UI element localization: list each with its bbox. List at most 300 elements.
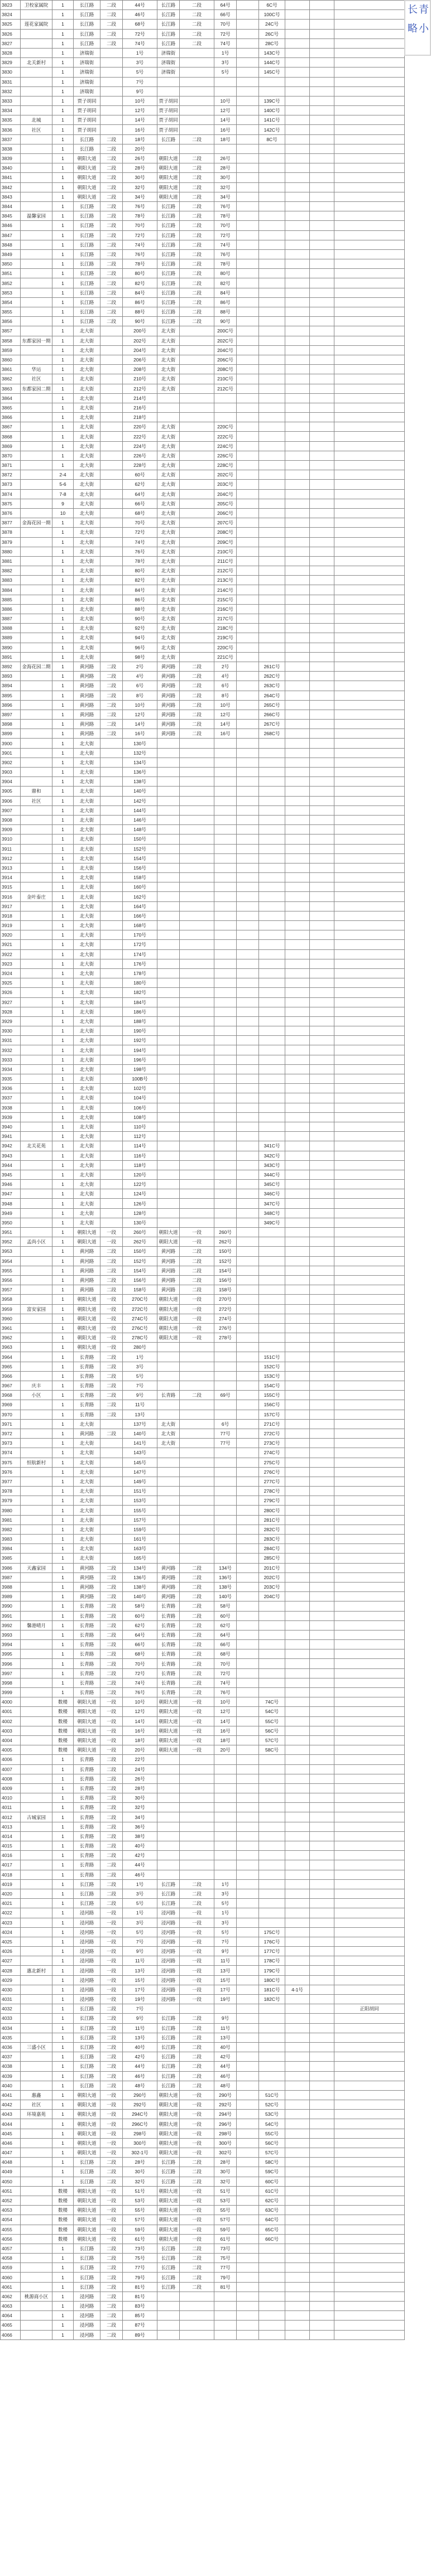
table-cell xyxy=(259,959,285,968)
table-cell: 1 xyxy=(52,547,74,556)
table-cell xyxy=(157,1103,180,1112)
row-number-cell: 4032 xyxy=(1,2004,21,2014)
table-cell xyxy=(100,432,123,441)
table-cell: 1 xyxy=(52,20,74,29)
table-cell: 10号 xyxy=(123,700,157,710)
row-number-cell: 3893 xyxy=(1,672,21,681)
table-cell: 1 xyxy=(52,1323,74,1333)
table-cell: 278号 xyxy=(214,1333,237,1343)
table-cell xyxy=(237,1467,259,1477)
table-cell: 长青路 xyxy=(74,1649,100,1659)
community-cell xyxy=(21,182,52,192)
table-cell xyxy=(285,978,310,988)
table-row xyxy=(1,192,405,201)
row-number-cell: 3907 xyxy=(1,805,21,815)
row-number-cell: 4014 xyxy=(1,1831,21,1841)
community-cell: 环境嘉苑 xyxy=(21,2110,52,2119)
table-cell xyxy=(180,144,214,153)
community-cell xyxy=(21,2254,52,2263)
table-cell: 二段 xyxy=(180,211,214,221)
table-cell xyxy=(285,403,310,412)
table-cell: 134号 xyxy=(123,758,157,767)
row-number-cell: 3898 xyxy=(1,720,21,729)
table-cell xyxy=(310,997,334,1007)
row-number-cell: 3979 xyxy=(1,1496,21,1506)
table-cell: 数楼 xyxy=(52,1745,74,1755)
table-cell xyxy=(100,77,123,86)
table-cell: 1 xyxy=(52,1793,74,1803)
table-cell: 一段 xyxy=(180,1726,214,1735)
table-row xyxy=(1,949,405,959)
table-cell xyxy=(334,748,405,758)
table-cell xyxy=(334,1745,405,1755)
table-cell xyxy=(334,1439,405,1448)
table-cell xyxy=(237,566,259,576)
table-cell xyxy=(180,768,214,777)
table-cell xyxy=(237,652,259,662)
table-cell xyxy=(237,1314,259,1323)
row-number-cell: 3966 xyxy=(1,1371,21,1381)
table-cell xyxy=(310,384,334,393)
table-cell xyxy=(259,2321,285,2330)
table-cell xyxy=(237,1055,259,1064)
table-row xyxy=(1,1352,405,1362)
row-number-cell: 4001 xyxy=(1,1707,21,1716)
table-row xyxy=(1,1266,405,1275)
table-cell: 长青路 xyxy=(74,1601,100,1611)
table-cell: 长江路 xyxy=(157,2042,180,2052)
table-cell: 北大街 xyxy=(157,508,180,518)
row-number-cell: 4040 xyxy=(1,2081,21,2090)
table-cell xyxy=(237,1199,259,1208)
table-cell: 72号 xyxy=(123,528,157,537)
table-cell xyxy=(237,1525,259,1534)
table-cell xyxy=(310,269,334,278)
table-cell: 长青路 xyxy=(74,1371,100,1381)
table-cell xyxy=(285,1007,310,1016)
table-cell: 长江路 xyxy=(74,230,100,240)
table-cell: 278C号 xyxy=(123,1333,157,1343)
row-number-cell: 3938 xyxy=(1,1103,21,1112)
community-cell xyxy=(21,1247,52,1256)
table-cell xyxy=(214,805,237,815)
table-cell xyxy=(214,77,237,86)
table-cell: 55号 xyxy=(214,2206,237,2215)
table-cell: 北大街 xyxy=(74,911,100,920)
table-cell xyxy=(334,1199,405,1208)
table-row xyxy=(1,1525,405,1534)
table-cell: 143号 xyxy=(123,1448,157,1458)
community-cell xyxy=(21,1640,52,1649)
table-cell xyxy=(237,1668,259,1678)
table-cell xyxy=(214,1343,237,1352)
table-cell xyxy=(259,288,285,297)
table-cell xyxy=(214,777,237,787)
table-cell xyxy=(214,787,237,796)
table-cell: 二段 xyxy=(180,1266,214,1275)
table-cell xyxy=(237,201,259,211)
table-cell xyxy=(259,201,285,211)
table-cell: 1 xyxy=(52,67,74,77)
table-cell: 1 xyxy=(52,1995,74,2004)
table-cell xyxy=(237,1544,259,1554)
table-cell xyxy=(259,2254,285,2263)
community-cell xyxy=(21,997,52,1007)
table-cell: 202C号 xyxy=(214,336,237,345)
table-cell xyxy=(285,173,310,182)
table-cell xyxy=(310,1084,334,1093)
table-cell xyxy=(285,2100,310,2110)
community-cell xyxy=(21,2023,52,2033)
table-cell: 一段 xyxy=(100,2225,123,2234)
table-cell xyxy=(285,2129,310,2138)
table-cell: 1 xyxy=(52,2244,74,2253)
table-cell xyxy=(237,48,259,57)
table-cell xyxy=(259,988,285,997)
row-number-cell: 3924 xyxy=(1,968,21,978)
table-cell xyxy=(157,1487,180,1496)
table-cell xyxy=(237,930,259,940)
table-cell: 65C号 xyxy=(259,2225,285,2234)
table-cell xyxy=(334,2148,405,2158)
table-cell: 朝阳大道 xyxy=(157,2138,180,2148)
table-cell: 1 xyxy=(52,1391,74,1400)
table-cell xyxy=(285,1697,310,1707)
table-cell: 黄河路 xyxy=(157,1275,180,1285)
table-cell: 北大街 xyxy=(74,1448,100,1458)
table-cell xyxy=(259,1084,285,1093)
community-cell xyxy=(21,1947,52,1956)
table-cell xyxy=(310,96,334,105)
row-number-cell: 3954 xyxy=(1,1256,21,1266)
row-number-cell: 4024 xyxy=(1,1927,21,1937)
table-cell: 70号 xyxy=(214,20,237,29)
table-cell: 10号 xyxy=(214,1697,237,1707)
table-cell xyxy=(100,1496,123,1506)
community-cell xyxy=(21,1371,52,1381)
table-cell: 一段 xyxy=(100,2215,123,2225)
table-cell xyxy=(100,988,123,997)
table-cell xyxy=(334,508,405,518)
table-cell: 1 xyxy=(52,2282,74,2292)
row-number-cell: 3871 xyxy=(1,461,21,470)
table-cell: 5号 xyxy=(214,1899,237,1908)
table-cell: 二段 xyxy=(100,20,123,29)
community-cell xyxy=(21,297,52,307)
table-row xyxy=(1,1180,405,1189)
table-cell: 1 xyxy=(52,624,74,633)
table-cell xyxy=(285,1755,310,1764)
table-cell xyxy=(237,240,259,249)
table-cell xyxy=(310,2282,334,2292)
table-cell xyxy=(285,1506,310,1515)
table-cell xyxy=(285,988,310,997)
table-cell xyxy=(100,58,123,67)
table-cell: 1 xyxy=(52,1487,74,1496)
row-number-cell: 3959 xyxy=(1,1304,21,1314)
table-cell: 61号 xyxy=(214,2234,237,2244)
table-cell xyxy=(237,921,259,930)
table-cell: 长江路 xyxy=(157,230,180,240)
table-cell: 102号 xyxy=(123,1084,157,1093)
table-cell xyxy=(334,20,405,29)
table-cell xyxy=(100,1141,123,1151)
table-cell: 274C号 xyxy=(259,1448,285,1458)
table-cell: 朝阳大道 xyxy=(74,1323,100,1333)
table-cell: 二段 xyxy=(180,1563,214,1572)
table-cell xyxy=(259,173,285,182)
table-row xyxy=(1,844,405,853)
table-cell xyxy=(214,1199,237,1208)
table-row xyxy=(1,1304,405,1314)
table-cell xyxy=(285,1774,310,1783)
table-cell xyxy=(214,1074,237,1084)
table-row xyxy=(1,1103,405,1112)
table-cell xyxy=(259,307,285,317)
table-cell xyxy=(310,1582,334,1591)
table-cell: 长江路 xyxy=(157,2033,180,2042)
table-cell xyxy=(214,2311,237,2321)
table-cell xyxy=(180,441,214,451)
table-cell xyxy=(180,1429,214,1438)
community-cell xyxy=(21,1803,52,1812)
table-cell xyxy=(237,988,259,997)
table-cell xyxy=(334,652,405,662)
table-row xyxy=(1,38,405,48)
table-cell xyxy=(310,1064,334,1074)
table-cell: 北大街 xyxy=(157,384,180,393)
table-cell xyxy=(310,2033,334,2042)
table-cell: 1 xyxy=(52,1496,74,1506)
row-number-cell: 3939 xyxy=(1,1112,21,1122)
table-cell xyxy=(259,1237,285,1247)
table-cell xyxy=(237,1889,259,1898)
table-cell xyxy=(214,1189,237,1199)
row-number-cell: 3869 xyxy=(1,441,21,451)
table-cell xyxy=(334,2302,405,2311)
table-cell: 长青路 xyxy=(74,1755,100,1764)
table-cell: 160号 xyxy=(123,882,157,892)
table-cell: 二段 xyxy=(100,2177,123,2186)
table-cell xyxy=(237,585,259,595)
table-row xyxy=(1,451,405,460)
table-cell xyxy=(180,1036,214,1045)
table-cell xyxy=(237,2071,259,2081)
table-row xyxy=(1,2215,405,2225)
table-cell xyxy=(259,643,285,652)
table-cell: 二段 xyxy=(100,269,123,278)
table-cell: 长江路 xyxy=(74,1,100,10)
table-cell xyxy=(259,1908,285,1918)
table-cell xyxy=(237,681,259,691)
table-cell xyxy=(157,1189,180,1199)
table-row xyxy=(1,240,405,249)
table-row xyxy=(1,508,405,518)
table-cell xyxy=(214,1755,237,1764)
table-cell xyxy=(310,739,334,748)
table-cell xyxy=(237,1084,259,1093)
table-cell: 黄河路 xyxy=(74,1572,100,1582)
table-cell xyxy=(334,1899,405,1908)
table-cell xyxy=(285,1429,310,1438)
table-row xyxy=(1,1141,405,1151)
community-cell xyxy=(21,10,52,20)
table-cell xyxy=(237,729,259,739)
table-cell xyxy=(310,211,334,221)
table-cell xyxy=(285,432,310,441)
table-cell: 北大街 xyxy=(74,1439,100,1448)
community-cell xyxy=(21,1487,52,1496)
table-row xyxy=(1,2110,405,2119)
table-cell: 1 xyxy=(52,882,74,892)
table-cell xyxy=(310,1668,334,1678)
table-cell: 1 xyxy=(52,1927,74,1937)
table-row xyxy=(1,2302,405,2311)
table-cell xyxy=(100,863,123,872)
table-cell xyxy=(310,978,334,988)
table-cell: 北大街 xyxy=(74,825,100,834)
table-cell xyxy=(100,978,123,988)
table-cell xyxy=(285,2167,310,2177)
table-cell: 73号 xyxy=(214,2244,237,2253)
table-row xyxy=(1,643,405,652)
table-cell xyxy=(157,758,180,767)
table-cell xyxy=(259,441,285,451)
table-cell xyxy=(310,1630,334,1639)
table-cell: 北大街 xyxy=(157,374,180,384)
table-cell: 二段 xyxy=(100,2081,123,2090)
table-cell: 262C号 xyxy=(259,672,285,681)
table-cell xyxy=(285,77,310,86)
table-cell xyxy=(285,882,310,892)
community-cell xyxy=(21,1515,52,1525)
community-cell xyxy=(21,1132,52,1141)
table-cell: 一段 xyxy=(180,2138,214,2148)
community-cell xyxy=(21,720,52,729)
table-cell: 32号 xyxy=(214,182,237,192)
table-cell: 二段 xyxy=(100,2023,123,2033)
table-cell xyxy=(259,1774,285,1783)
table-cell: 北大街 xyxy=(74,374,100,384)
table-row xyxy=(1,1995,405,2004)
table-cell: 数楼 xyxy=(52,2206,74,2215)
community-cell xyxy=(21,2186,52,2196)
table-cell xyxy=(310,1180,334,1189)
row-number-cell: 4059 xyxy=(1,2263,21,2273)
table-cell: 34号 xyxy=(123,192,157,201)
table-cell xyxy=(310,1333,334,1343)
table-cell xyxy=(100,1026,123,1036)
table-cell xyxy=(310,326,334,336)
table-cell xyxy=(180,643,214,652)
table-cell: 1 xyxy=(52,805,74,815)
table-cell: 20号 xyxy=(123,144,157,153)
table-cell xyxy=(100,345,123,355)
table-cell xyxy=(180,2292,214,2301)
table-row xyxy=(1,2282,405,2292)
table-cell: 55C号 xyxy=(259,2129,285,2138)
table-cell: 长青路 xyxy=(157,1678,180,1687)
table-cell: 北大街 xyxy=(74,1093,100,1103)
table-cell: 二段 xyxy=(100,2311,123,2321)
community-cell xyxy=(21,1899,52,1908)
table-cell xyxy=(157,1448,180,1458)
table-cell xyxy=(334,2014,405,2023)
table-row xyxy=(1,134,405,144)
table-row xyxy=(1,269,405,278)
table-cell: 69号 xyxy=(214,1391,237,1400)
community-cell xyxy=(21,882,52,892)
table-row xyxy=(1,422,405,432)
community-cell xyxy=(21,422,52,432)
table-cell: 1 xyxy=(52,1189,74,1199)
table-cell xyxy=(157,1016,180,1026)
table-cell: 42号 xyxy=(123,2052,157,2062)
table-cell xyxy=(259,853,285,863)
table-cell xyxy=(285,2081,310,2090)
table-cell xyxy=(310,624,334,633)
table-cell xyxy=(310,1592,334,1601)
table-cell xyxy=(100,1487,123,1496)
table-cell xyxy=(310,432,334,441)
table-cell: 16号 xyxy=(214,729,237,739)
table-cell xyxy=(285,997,310,1007)
table-cell: 长江路 xyxy=(157,1899,180,1908)
table-cell xyxy=(180,1170,214,1179)
row-number-cell: 3963 xyxy=(1,1343,21,1352)
table-cell: 200号 xyxy=(123,326,157,336)
table-cell xyxy=(214,940,237,949)
table-cell: 104号 xyxy=(123,1093,157,1103)
table-cell xyxy=(214,1487,237,1496)
community-cell: 金海花园一期 xyxy=(21,518,52,528)
table-cell: 38号 xyxy=(123,1831,157,1841)
table-row xyxy=(1,576,405,585)
table-cell: 141号 xyxy=(123,1439,157,1448)
table-cell: 150号 xyxy=(123,834,157,844)
table-cell: 90号 xyxy=(123,614,157,624)
table-row xyxy=(1,834,405,844)
table-cell: 1 xyxy=(52,1352,74,1362)
table-cell: 7号 xyxy=(123,1381,157,1391)
table-cell xyxy=(334,1860,405,1870)
table-cell xyxy=(214,1016,237,1026)
table-cell xyxy=(100,1084,123,1093)
table-cell xyxy=(334,805,405,815)
table-cell: 一段 xyxy=(100,1697,123,1707)
table-cell: 24C号 xyxy=(259,20,285,29)
row-number-cell: 3899 xyxy=(1,729,21,739)
table-cell xyxy=(157,1554,180,1563)
table-cell xyxy=(237,86,259,96)
table-cell: 长江路 xyxy=(74,259,100,269)
table-cell: 黄河路 xyxy=(157,700,180,710)
community-cell xyxy=(21,1716,52,1726)
table-cell xyxy=(180,1064,214,1074)
table-cell: 292号 xyxy=(123,2100,157,2110)
row-number-cell: 3995 xyxy=(1,1649,21,1659)
table-cell xyxy=(334,911,405,920)
table-cell: 1 xyxy=(52,1007,74,1016)
table-row xyxy=(1,249,405,259)
table-cell: 二段 xyxy=(180,269,214,278)
table-cell: 60C号 xyxy=(259,2177,285,2186)
table-cell xyxy=(180,1189,214,1199)
table-cell xyxy=(334,729,405,739)
table-cell: 145C号 xyxy=(259,67,285,77)
table-cell: 一段 xyxy=(100,1985,123,1994)
table-cell: 长青路 xyxy=(74,1620,100,1630)
